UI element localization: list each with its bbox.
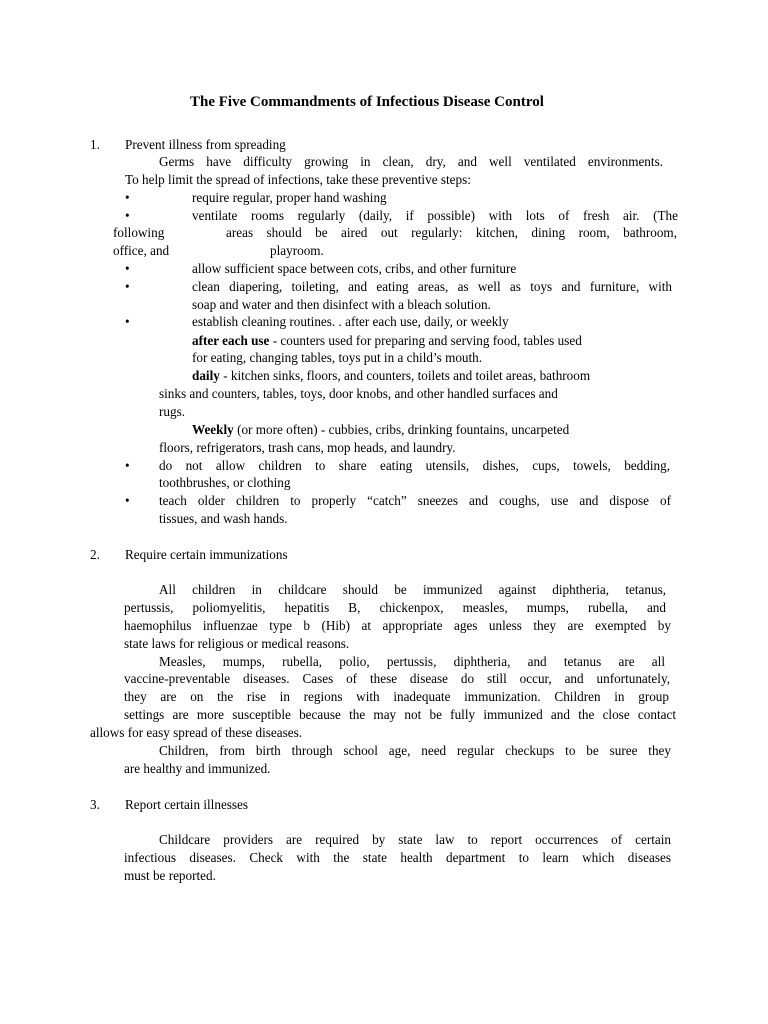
weekly-line-1 [192,421,569,439]
after-each-use-label: after each use [192,333,270,348]
section-2-p1-line-1: All children in childcare should be immunized against diphtheria, tetanus, [159,582,666,597]
section-2-heading: Require certain immunizations [125,547,288,562]
section-2-p1-line-4: state laws for religious or medical reasons. [124,636,350,651]
daily-text: - kitchen sinks, floors, and counters, toilets and toilet areas, bathroom [223,368,591,383]
bullet: • [125,314,130,329]
weekly-text: (or more often) - cubbies, cribs, drinking fountains, uncarpeted [237,422,570,437]
bullet-ventilate-line-2a: following [113,225,165,240]
bullet-ventilate-line-3a: office, and [113,243,170,258]
daily-line-2: sinks and counters, tables, toys, door knobs, and other handled surfaces and [159,386,558,401]
after-each-use-text: - counters used for preparing and serving food, tables used [272,333,582,348]
bullet-space: allow sufficient space between cots, cribs, and other furniture [192,261,517,276]
bullet-do-not-share-line-2: toothbrushes, or clothing [159,475,291,490]
section-3-p1-line-3: must be reported. [124,868,216,883]
section-2-p1-line-2: pertussis, poliomyelitis, hepatitis B, chickenpox, measles, mumps, rubella, and [124,600,666,615]
section-2-p3-line-1: Children, from birth through school age, need regular checkups to be suree they [159,743,671,758]
bullet: • [125,458,130,473]
bullet-hand-washing: require regular, proper hand washing [192,190,387,205]
bullet-ventilate-line-2b: areas should be aired out regularly: kitchen, dining room, bathroom, [226,225,677,240]
bullet-teach-line-1: teach older children to properly “catch” sneezes and coughs, use and dispose of [159,493,671,508]
daily-line-1 [192,367,590,385]
section-3-p1-line-1: Childcare providers are required by state law to report occurrences of certain [159,832,671,847]
bullet: • [125,208,130,223]
after-each-use-line-2: for eating, changing tables, toys put in a child’s mouth. [192,350,483,365]
section-3-p1-line-2: infectious diseases. Check with the state health department to learn which diseases [124,850,671,865]
bullet-routines: establish cleaning routines. . after each use, daily, or weekly [192,314,509,329]
weekly-label: Weekly [192,422,234,437]
after-each-use-line-1 [192,332,582,350]
bullet-clean-line-2: soap and water and then disinfect with a bleach solution. [192,297,491,312]
section-1-number: 1. [90,137,100,152]
bullet: • [125,279,130,294]
section-3-heading: Report certain illnesses [125,797,249,812]
weekly-line-2: floors, refrigerators, trash cans, mop heads, and laundry. [159,440,456,455]
daily-line-3: rugs. [159,404,186,419]
section-2-p1-line-3: haemophilus influenzae type b (Hib) at appropriate ages unless they are exempted by [124,618,671,633]
section-2-p2-line-3: they are on the rise in regions with inadequate immunization. Children in group [124,689,669,704]
bullet: • [125,261,130,276]
bullet-clean-line-1: clean diapering, toileting, and eating areas, as well as toys and furniture, with [192,279,672,294]
daily-label: daily [192,368,220,383]
bullet-ventilate-line-3b: playroom. [270,243,324,258]
section-3-number: 3. [90,797,100,812]
section-2-p3-line-2: are healthy and immunized. [124,761,271,776]
section-2-p2-line-1: Measles, mumps, rubella, polio, pertussis, diphtheria, and tetanus are all [159,654,665,669]
section-2-number: 2. [90,547,100,562]
section-1-intro-line-1: Germs have difficulty growing in clean, dry, and well ventilated environments. [159,154,663,169]
bullet-teach-line-2: tissues, and wash hands. [159,511,288,526]
section-1-heading: Prevent illness from spreading [125,137,286,152]
bullet: • [125,493,130,508]
bullet-do-not-share-line-1: do not allow children to share eating utensils, dishes, cups, towels, bedding, [159,458,670,473]
section-1-intro-line-2: To help limit the spread of infections, take these preventive steps: [125,172,471,187]
document-title: The Five Commandments of Infectious Disease Control [190,94,544,110]
section-2-p2-line-2: vaccine-preventable diseases. Cases of these disease do still occur, and unfortunately, [124,671,670,686]
bullet-ventilate-line-1: ventilate rooms regularly (daily, if possible) with lots of fresh air. (The [192,208,678,223]
section-2-p2-line-4: settings are more susceptible because the may not be fully immunized and the close contact [124,707,676,722]
section-2-p2-line-5: allows for easy spread of these diseases. [90,725,303,740]
bullet: • [125,190,130,205]
